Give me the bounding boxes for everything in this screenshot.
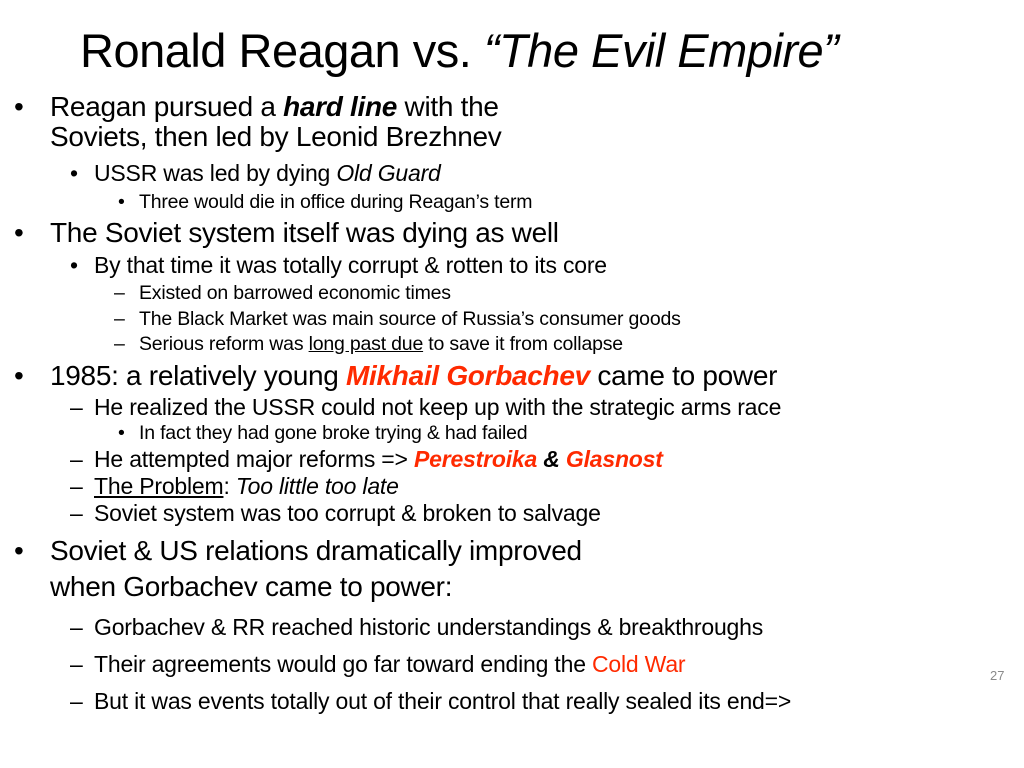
dash-icon: – (70, 500, 83, 526)
highlight-term: Cold War (591, 651, 686, 677)
bullet-dot-icon: • (118, 191, 125, 213)
title-italic: “The Evil Empire” (483, 24, 839, 77)
title-main: Ronald Reagan vs. (80, 24, 484, 77)
bullet-1-line-1 (50, 92, 499, 122)
bullet-3b (94, 446, 663, 472)
text: with the (397, 91, 499, 122)
text: : (223, 473, 236, 499)
bullet-2: The Soviet system itself was dying as well (50, 217, 559, 248)
bullet-dot-icon: • (14, 535, 24, 566)
bullet-1-line-2: Soviets, then led by Leonid Brezhnev (50, 121, 502, 152)
bullet-1a (94, 160, 441, 186)
text: USSR was led by dying (94, 160, 337, 186)
bullet-dot-icon: • (14, 91, 24, 122)
bullet-2a2: The Black Market was main source of Russia’s consumer goods (139, 308, 681, 330)
bullet-2a1: Existed on barrowed economic times (139, 282, 451, 304)
dash-icon: – (114, 308, 125, 330)
bullet-dot-icon: • (70, 252, 78, 278)
bullet-4a: Gorbachev & RR reached historic understandings & breakthroughs (94, 614, 764, 640)
dash-icon: – (114, 282, 125, 304)
bullet-1a1: Three would die in office during Reagan’s term (139, 191, 533, 213)
highlight-name: Mikhail Gorbachev (346, 360, 590, 391)
emphasis: Old Guard (336, 160, 441, 186)
bullet-3a1: In fact they had gone broke trying & had failed (139, 422, 528, 444)
highlight-term: Glasnost (565, 446, 663, 472)
bullet-3a: He realized the USSR could not keep up with the strategic arms race (94, 394, 782, 420)
bullet-3 (50, 361, 777, 391)
text: He attempted major reforms => (94, 446, 414, 472)
dash-icon: – (70, 473, 83, 499)
bullet-3c (94, 473, 399, 499)
bullet-dot-icon: • (118, 422, 125, 444)
slide-title (80, 26, 838, 75)
highlight-term: Perestroika (413, 446, 538, 472)
text: Serious reform was (139, 333, 309, 355)
dash-icon: – (70, 651, 83, 677)
ampersand: & (537, 446, 566, 472)
dash-icon: – (70, 688, 83, 714)
emphasis: Too little too late (235, 473, 399, 499)
bullet-2a: By that time it was totally corrupt & rotten to its core (94, 252, 607, 278)
page-number: 27 (990, 668, 1005, 683)
dash-icon: – (114, 333, 125, 355)
bullet-dot-icon: • (14, 217, 24, 248)
bullet-dot-icon: • (70, 160, 78, 186)
bullet-dot-icon: • (14, 360, 24, 391)
bullet-4b (94, 651, 685, 677)
text: Reagan pursued a (50, 91, 284, 122)
underlined-text: The Problem (94, 473, 224, 499)
bullet-3d: Soviet system was too corrupt & broken to salvage (94, 500, 601, 526)
bullet-2a3 (139, 333, 623, 355)
text: came to power (589, 360, 778, 391)
underlined-text: long past due (308, 333, 424, 355)
bullet-4-line-1: Soviet & US relations dramatically improved (50, 535, 582, 566)
text: to save it from collapse (423, 333, 623, 355)
text: 1985: a relatively young (50, 360, 347, 391)
bullet-4-line-2: when Gorbachev came to power: (50, 571, 453, 602)
text: Their agreements would go far toward ending the (94, 651, 592, 677)
bullet-4c: But it was events totally out of their control that really sealed its end=> (94, 688, 792, 714)
dash-icon: – (70, 614, 83, 640)
dash-icon: – (70, 446, 83, 472)
emphasis: hard line (283, 91, 398, 122)
dash-icon: – (70, 394, 83, 420)
